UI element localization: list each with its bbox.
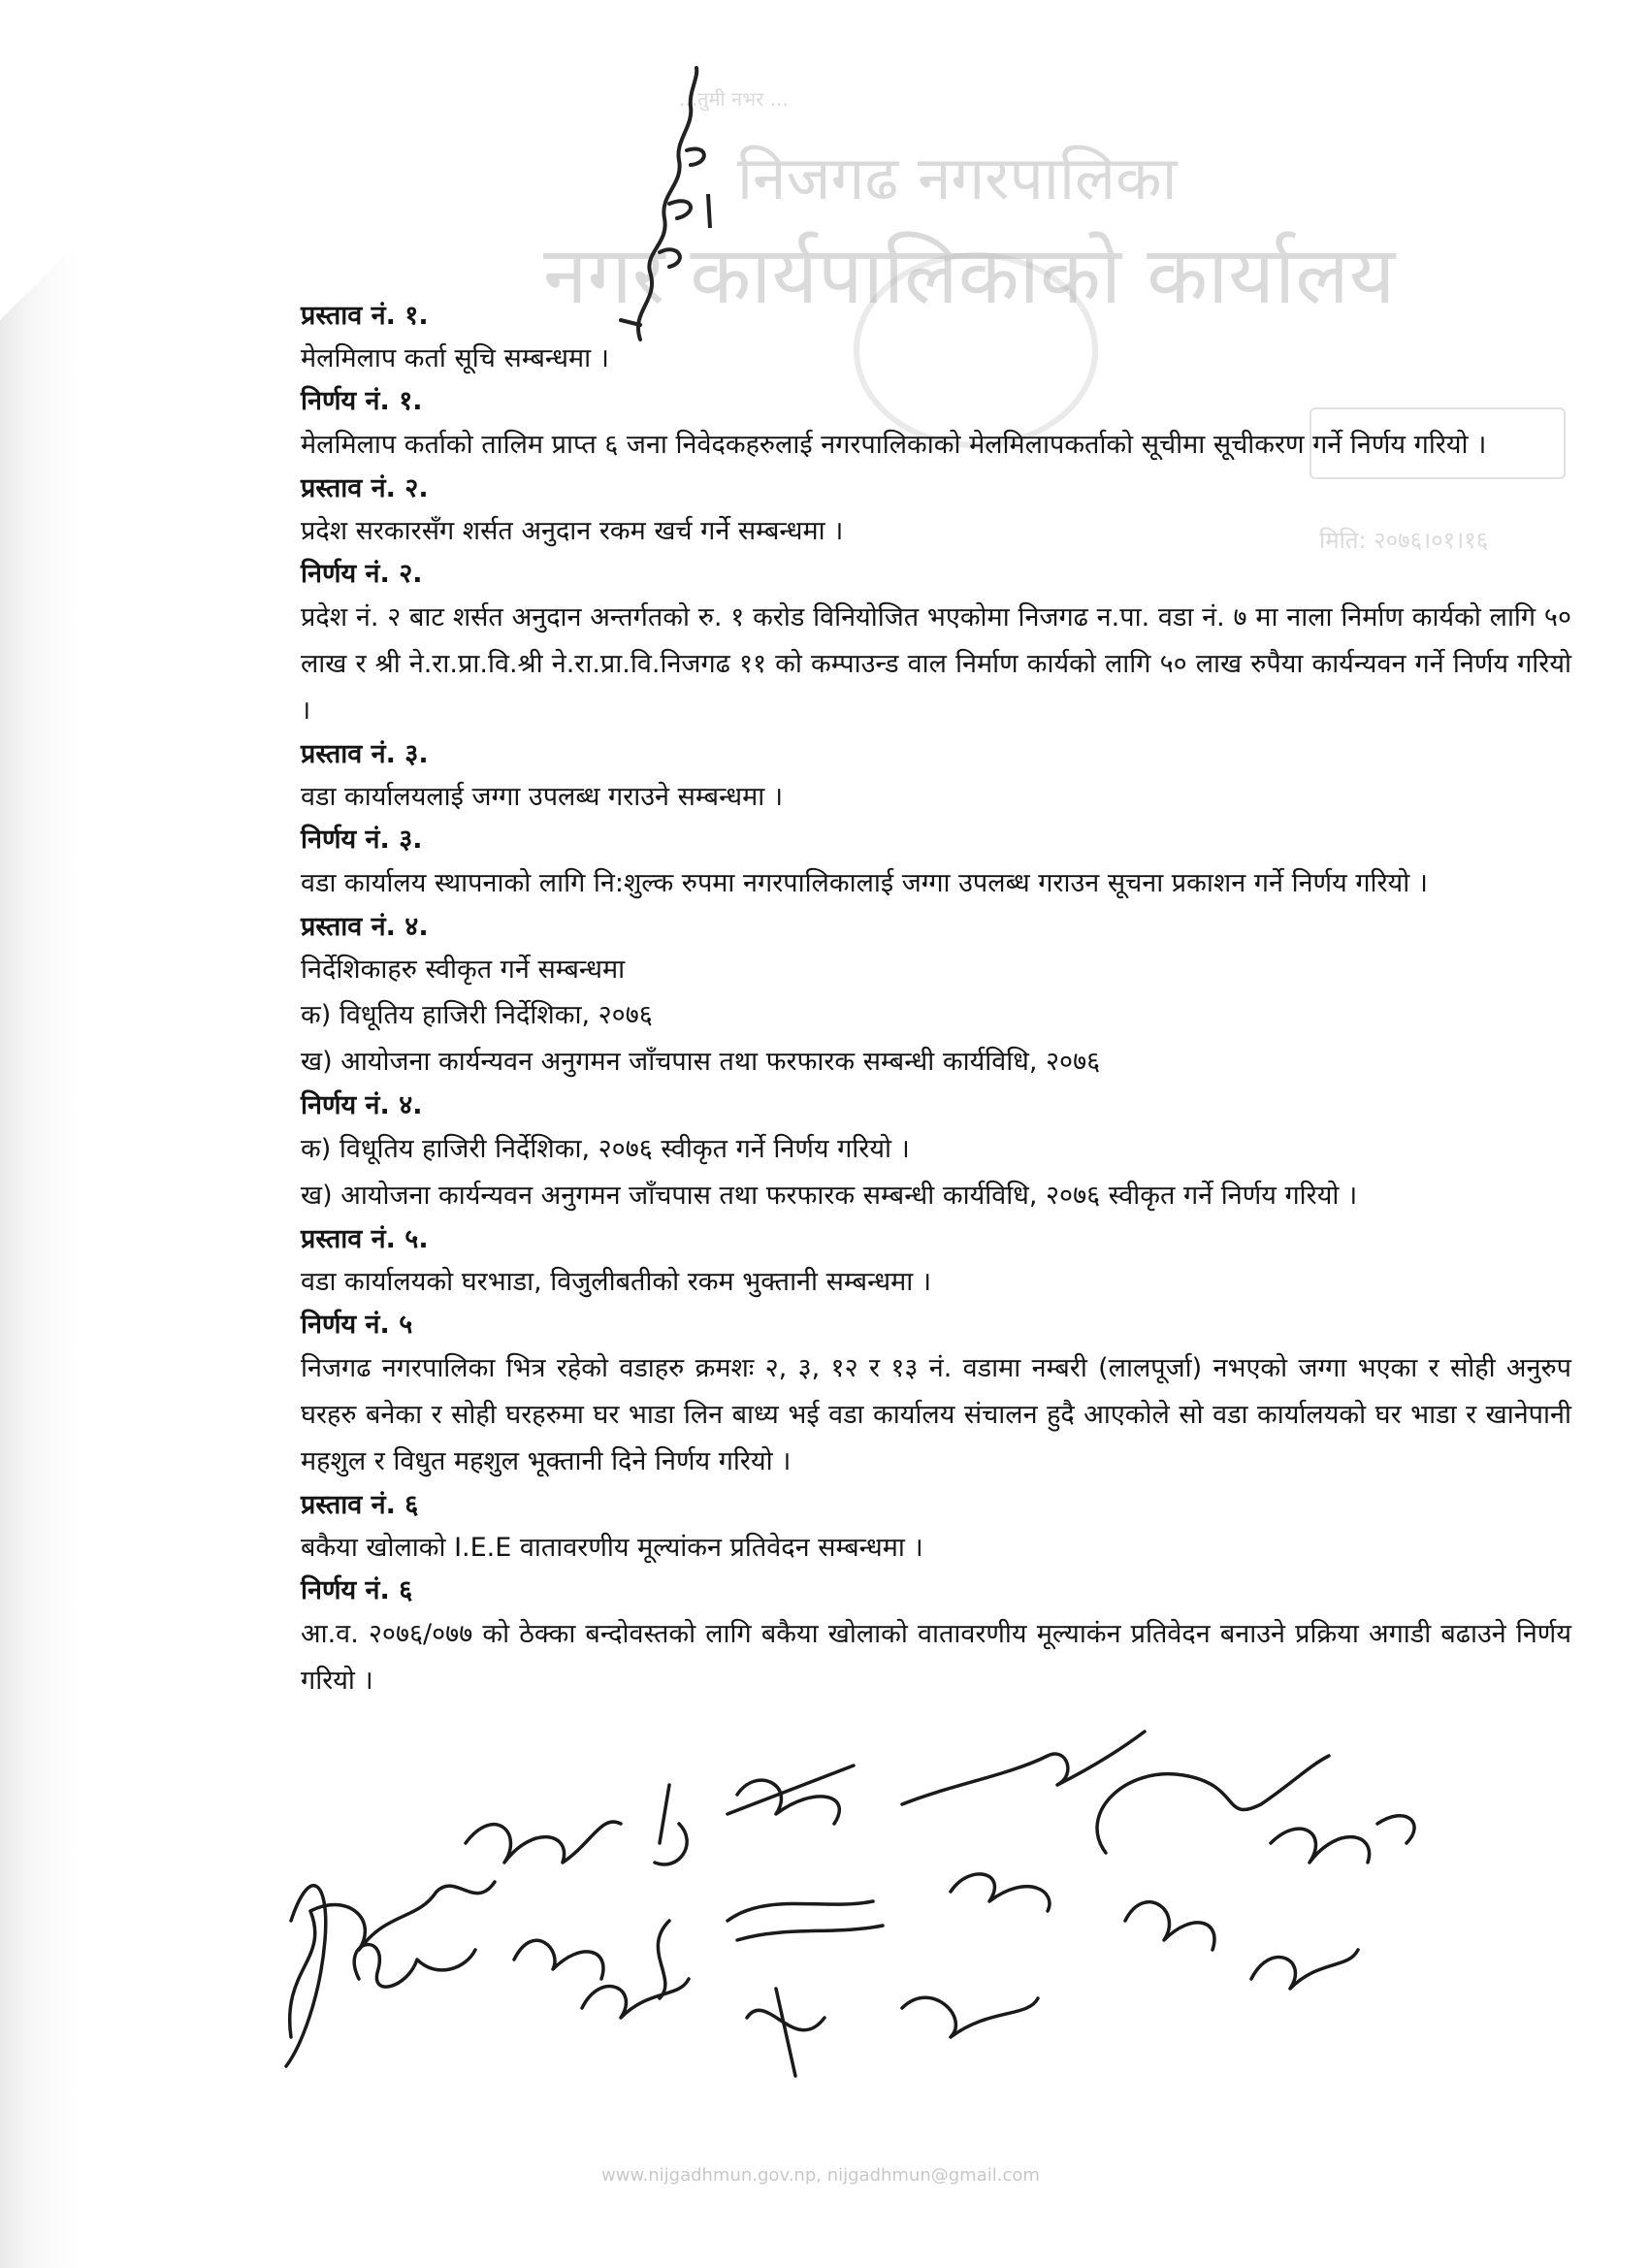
footer-ghost: www.nijgadhmun.gov.np, nijgadhmun@gmail.com <box>601 2165 1040 2186</box>
proposal-text: मेलमिलाप कर्ता सूचि सम्बन्धमा । <box>301 343 609 373</box>
letterhead-ghost-office: नगर कार्यपालिकाको कार्यालय <box>543 230 1396 322</box>
signature-6 <box>728 1766 854 1824</box>
signature-1 <box>290 1882 495 2037</box>
agenda-item-1 <box>301 296 1571 469</box>
decision-text: आ.व. २०७६/०७७ को ठेक्का बन्दोवस्तको लागि बकैया खोलाको वातावरणीय मूल्याकंन प्रतिवेदन बनाउने प्रक्रिया अगाडी बढाउने निर्णय गरियो । <box>301 1619 1571 1696</box>
decision-heading: निर्णय नं. २. <box>301 559 423 589</box>
signature-8 <box>747 1989 824 2076</box>
decision-text: मेलमिलाप कर्ताको तालिम प्राप्त ६ जना निवेदकहरुलाई नगरपालिकाको मेलमिलापकर्ताको सूचीमा सूचीकरण गर्ने निर्णय गरियो । <box>301 430 1487 460</box>
signature-17 <box>286 1886 326 2066</box>
agenda-item-6 <box>301 1485 1571 1704</box>
proposal-text: प्रदेश सरकारसँग शर्सत अनुदान रकम खर्च गर्ने सम्बन्धमा । <box>301 516 844 546</box>
agenda-item-2 <box>301 469 1571 734</box>
signature-3 <box>354 1945 475 1988</box>
decision-text: प्रदेश नं. २ बाट शर्सत अनुदान अन्तर्गतको रु. १ करोड विनियोजित भएकोमा निजगढ न.पा. वडा नं. ७ मा नाला निर्माण कार्यको लागि ५० लाख र श्री ने.रा.प्रा.वि.श्री ने.रा.प्रा.वि.निजगढ ११ को कम्पाउन्ड वाल निर्माण कार्यको लागि ५० लाख रुपैया कार्यन्यवन गर्ने निर्णय गरियो । <box>301 602 1571 726</box>
proposal-subitem: क) विधूतिय हाजिरी निर्देशिका, २०७६ <box>301 1000 653 1030</box>
signature-5 <box>655 1785 687 1998</box>
letterhead-ghost-municipality: निजगढ नगरपालिका <box>737 143 1178 213</box>
proposal-text: बकैया खोलाको I.E.E वातावरणीय मूल्यांकन प्रतिवेदन सम्बन्धमा । <box>301 1533 923 1563</box>
decision-heading: निर्णय नं. ६ <box>301 1575 413 1605</box>
proposal-heading: प्रस्ताव नं. ४. <box>301 912 429 942</box>
letterhead-ghost-date: मिति: २०७६।०१।१६ <box>1319 527 1489 554</box>
agenda-item-4 <box>301 907 1571 1219</box>
signature-4 <box>514 1940 603 1979</box>
decision-heading: निर्णय नं. ३. <box>301 825 423 855</box>
decision-heading: निर्णय नं. १. <box>301 386 423 416</box>
signature-10 <box>951 1874 1050 1911</box>
signature-9 <box>902 1732 1145 1804</box>
signature-7 <box>728 1901 883 1940</box>
signature-13 <box>1125 1902 1214 1950</box>
decision-heading: निर्णय नं. ५ <box>301 1310 413 1340</box>
decision-text: निजगढ नगरपालिका भित्र रहेको वडाहरु क्रमशः २, ३, १२ र १३ नं. वडामा नम्बरी (लालपूर्जा) नभएको जग्गा भएका र सोही अनुरुप घरहरु बनेका र सोही घरहरुमा घर भाडा लिन बाध्य भई वडा कार्यालय संचालन हुदै आएकोले सो वडा कार्यालयको घर भाडा र खानेपानी महशुल र विधुत महशुल भूक्तानी दिने निर्णय गरियो । <box>301 1353 1571 1476</box>
signature-2 <box>466 1822 621 1863</box>
signatures-block <box>272 1727 1591 2095</box>
signature-16 <box>582 1979 689 2018</box>
proposal-text: निर्देशिकाहरु स्वीकृत गर्ने सम्बन्धमा <box>301 955 626 985</box>
decision-heading: निर्णय नं. ४. <box>301 1090 423 1120</box>
minutes-content <box>301 296 1571 1704</box>
proposal-heading: प्रस्ताव नं. ५. <box>301 1224 429 1254</box>
proposal-heading: प्रस्ताव नं. ६ <box>301 1490 419 1520</box>
decision-subitem: क) विधूतिय हाजिरी निर्देशिका, २०७६ स्वीकृत गर्ने निर्णय गरियो । <box>301 1134 910 1164</box>
signature-15 <box>1251 1950 1358 1989</box>
proposal-heading: प्रस्ताव नं. १. <box>301 301 429 331</box>
proposal-text: वडा कार्यालयलाई जग्गा उपलब्ध गराउने सम्बन्धमा । <box>301 782 784 812</box>
signature-12 <box>1097 1756 1329 1853</box>
decision-text: वडा कार्यालय स्थापनाको लागि नि:शुल्क रुपमा नगरपालिकालाई जग्गा उपलब्ध गराउन सूचना प्रकाशन गर्ने निर्णय गरियो । <box>301 868 1429 898</box>
agenda-item-5 <box>301 1219 1571 1485</box>
proposal-subitem: ख) आयोजना कार्यन्यवन अनुगमन जाँचपास तथा फरफारक सम्बन्धी कार्यविधि, २०७६ <box>301 1047 1101 1077</box>
letterhead-ghost-line1: ...तुमी नभर ... <box>679 87 789 111</box>
decision-subitem: ख) आयोजना कार्यन्यवन अनुगमन जाँचपास तथा फरफारक सम्बन्धी कार्यविधि, २०७६ स्वीकृत गर्ने निर्णय गरियो । <box>301 1181 1358 1211</box>
proposal-heading: प्रस्ताव नं. ३. <box>301 739 429 769</box>
proposal-heading: प्रस्ताव नं. २. <box>301 473 429 503</box>
agenda-item-3 <box>301 734 1571 907</box>
signature-11 <box>902 1997 1038 2037</box>
signature-14 <box>1271 1816 1414 1863</box>
proposal-text: वडा कार्यालयको घरभाडा, विजुलीबतीको रकम भुक्तानी सम्बन्धमा । <box>301 1267 932 1297</box>
